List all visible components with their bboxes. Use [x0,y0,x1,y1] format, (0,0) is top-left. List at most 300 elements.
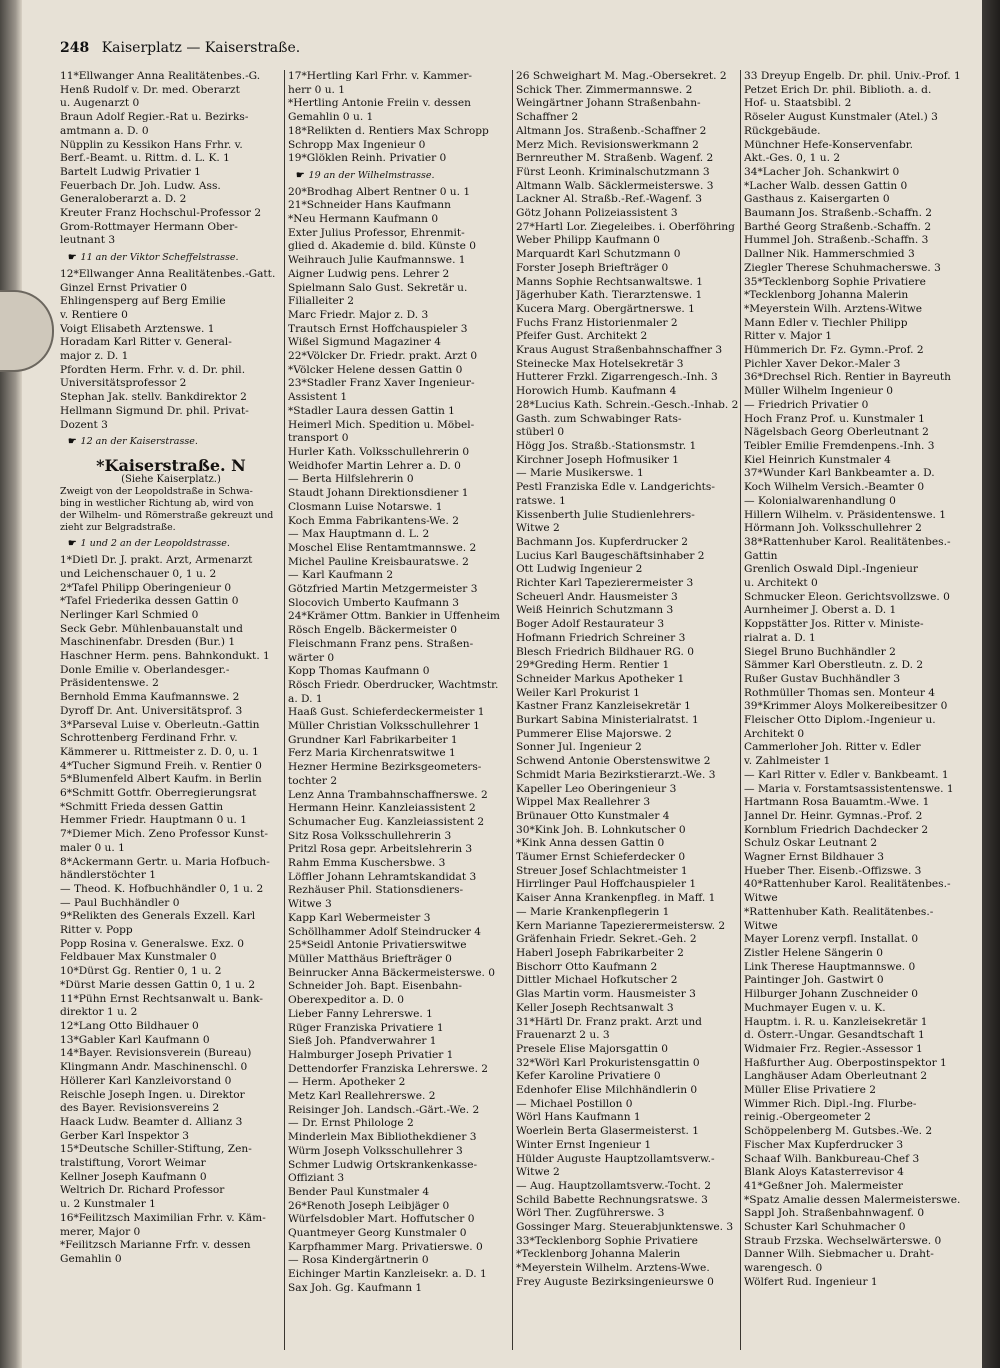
directory-entry: Bernhold Emma Kaufmannswe. 2 [60,691,240,704]
directory-entry: — Friedrich Privatier 0 [744,398,869,411]
directory-entry: Gasth. zum Schwabinger Rats- [516,412,682,425]
directory-entry: — Berta Hilfslehrerin 0 [288,473,414,486]
directory-entry: Barthé Georg Straßenb.-Schaffn. 2 [744,220,932,233]
directory-entry: Brünauer Otto Kunstmaler 4 [516,809,670,822]
directory-entry: Röseler August Kunstmaler (Atel.) 3 [744,111,938,124]
column-4 [744,70,966,1350]
street-description: der Wilhelm- und Römerstraße gekreuzt und [60,510,274,522]
directory-entry: Danner Wilh. Siebmacher u. Draht- [744,1248,934,1261]
directory-entry: Feuerbach Dr. Joh. Ludw. Ass. [60,179,221,192]
directory-entry: Paintinger Joh. Gastwirt 0 [744,974,884,987]
street-description: Zweigt von der Leopoldstraße in Schwa- [60,486,253,498]
directory-entry: Präsidentenswe. 2 [60,677,159,690]
directory-entry: und Leichenschauer 0, 1 u. 2 [60,567,217,580]
directory-entry: Streuer Josef Schlachtmeister 1 [516,864,688,877]
directory-entry: Lieber Fanny Lehrerswe. 1 [288,1007,433,1020]
directory-entry: Ziegler Therese Schuhmacherswe. 3 [744,261,941,274]
directory-entry: Kastner Franz Kanzleisekretär 1 [516,700,691,713]
directory-entry: direktor 1 u. 2 [60,1006,138,1019]
directory-entry: Witwe 3 [288,898,332,911]
directory-entry: Witwe 2 [516,522,560,535]
directory-entry: Weber Philipp Kaufmann 0 [516,234,660,247]
directory-entry: Pummerer Elise Majorswe. 2 [516,727,672,740]
directory-entry: Eichinger Martin Kanzleisekr. a. D. 1 [288,1268,487,1281]
directory-entry: u. Architekt 0 [744,577,818,590]
directory-entry: Manns Sophie Rechtsanwaltswe. 1 [516,275,703,288]
directory-entry: stüberl 0 [516,426,565,439]
directory-entry: *Stadler Laura dessen Gattin 1 [288,404,455,417]
directory-entry: Petzet Erich Dr. phil. Biblioth. a. d. [744,83,932,96]
directory-entry: *Dürst Marie dessen Gattin 0, 1 u. 2 [60,978,256,991]
directory-entry: Haaß Gust. Schieferdeckermeister 1 [288,706,485,719]
directory-entry: merer, Major 0 [60,1225,141,1238]
directory-entry: 35*Tecklenborg Sophie Privatiere [744,275,926,288]
directory-entry: Schick Ther. Zimmermannswe. 2 [516,83,693,96]
directory-entry: 33*Tecklenborg Sophie Privatiere [516,1234,698,1247]
directory-entry: Hutterer Frzkl. Zigarrengesch.-Inh. 3 [516,371,718,384]
directory-entry: Koch Wilhelm Versich.-Beamter 0 [744,481,925,494]
directory-entry: Hezner Hermine Bezirksgeometers- [288,761,482,774]
directory-entry: Kreuter Franz Hochschul-Professor 2 [60,207,262,220]
directory-entry: 20*Brodhag Albert Rentner 0 u. 1 [288,185,471,198]
directory-entry: Siegel Bruno Buchhändler 2 [744,645,896,658]
directory-entry: 1*Dietl Dr. J. prakt. Arzt, Armenarzt [60,554,253,567]
directory-entry: tralstiftung, Vorort Weimar [60,1157,206,1170]
directory-entry: Fuchs Franz Historienmaler 2 [516,316,678,329]
directory-entry: Hemmer Friedr. Hauptmann 0 u. 1 [60,814,247,827]
directory-entry: Sax Joh. Gg. Kaufmann 1 [288,1281,423,1294]
directory-entry: Hofmann Friedrich Schreiner 3 [516,631,686,644]
directory-entry: Löffler Johann Lehramtskandidat 3 [288,870,477,883]
directory-entry: Schumacher Eug. Kanzleiassistent 2 [288,815,485,828]
directory-entry: Höllerer Karl Kanzleivorstand 0 [60,1074,232,1087]
directory-entry: Weingärtner Johann Straßenbahn- [516,97,701,110]
directory-entry: Hartmann Rosa Bauamtm.-Wwe. 1 [744,796,930,809]
directory-entry: Boger Adolf Restaurateur 3 [516,618,665,631]
directory-entry: Gossinger Marg. Steuerabjunktenswe. 3 [516,1221,734,1234]
directory-entry: 15*Deutsche Schiller-Stiftung, Zen- [60,1143,252,1156]
directory-entry: Closmann Luise Notarswe. 1 [288,500,443,513]
directory-entry: *Lacher Walb. dessen Gattin 0 [744,179,908,192]
directory-entry: 19*Glöklen Reinh. Privatier 0 [288,152,447,165]
directory-entry: 9*Relikten des Generals Exzell. Karl [60,910,256,923]
directory-entry: Ehlingensperg auf Berg Emilie [60,295,226,308]
directory-entry: Glas Martin vorm. Hausmeister 3 [516,988,696,1001]
directory-entry: Kefer Karoline Privatiere 0 [516,1070,661,1083]
directory-entry: Pichler Xaver Dekor.-Maler 3 [744,357,901,370]
directory-entry: Berf.-Beamt. u. Rittm. d. L. K. 1 [60,152,230,165]
directory-entry: 36*Drechsel Rich. Rentier in Bayreuth [744,371,951,384]
directory-entry: Sappl Joh. Straßenbahnwagenf. 0 [744,1207,925,1220]
directory-entry: Kern Marianne Tapezierermeistersw. 2 [516,919,726,932]
directory-entry: v. Rentiere 0 [60,308,128,321]
directory-entry: 40*Rattenhuber Karol. Realitätenbes.- [744,878,951,891]
directory-entry: Hummel Joh. Straßenb.-Schaffn. 3 [744,234,929,247]
directory-entry: *Kink Anna dessen Gattin 0 [516,837,665,850]
directory-entry: Horadam Karl Ritter v. General- [60,336,232,349]
directory-entry: 29*Greding Herm. Rentier 1 [516,659,670,672]
directory-entry: Götzfried Martin Metzgermeister 3 [288,583,478,596]
columns [52,70,964,1350]
directory-entry: 26*Renoth Joseph Leibjäger 0 [288,1199,450,1212]
directory-entry: amtmann a. D. 0 [60,124,149,137]
directory-entry: Schöllhammer Adolf Steindrucker 4 [288,925,482,938]
running-title: Kaiserplatz — Kaiserstraße. [101,40,301,56]
directory-entry: Donle Emilie v. Oberlandesger.- [60,663,230,676]
directory-entry: — Paul Buchhändler 0 [60,896,180,909]
directory-entry: *Neu Hermann Kaufmann 0 [288,213,439,226]
directory-entry: — Marie Krankenpflegerin 1 [516,905,670,918]
street-description: zieht zur Belgradstraße. [60,522,176,534]
street-description: bing in westlicher Richtung ab, wird von [60,498,254,510]
directory-entry: Lenz Anna Trambahnschaffnerswe. 2 [288,788,488,801]
directory-entry: Wißel Sigmund Magaziner 4 [288,336,441,349]
directory-entry: Dittler Michael Hofkutscher 2 [516,974,678,987]
directory-entry: Fleischmann Franz pens. Straßen- [288,637,474,650]
directory-entry: Edenhofer Elise Milchhändlerin 0 [516,1084,698,1097]
pointing-hand-icon: ☛ [68,538,77,550]
directory-entry: Langhäuser Adam Oberleutnant 2 [744,1070,928,1083]
directory-entry: Stephan Jak. stellv. Bankdirektor 2 [60,391,247,404]
directory-entry: Gemahlin 0 u. 1 [288,111,374,124]
directory-entry: Kiel Heinrich Kunstmaler 4 [744,453,891,466]
directory-entry: Würfelsdobler Mart. Hoffutscher 0 [288,1213,475,1226]
directory-entry: 39*Krimmer Aloys Molkereibesitzer 0 [744,700,948,713]
column-3 [516,70,738,1350]
directory-entry: Henß Rudolf v. Dr. med. Oberarzt [60,83,240,96]
directory-entry: Koppstätter Jos. Ritter v. Ministe- [744,618,924,631]
directory-entry: Jägerhuber Kath. Tierarztenswe. 1 [516,289,703,302]
directory-entry: Woerlein Berta Glasermeisterst. 1 [516,1125,700,1138]
directory-entry: *Meyerstein Wilhelm. Arztens-Wwe. [516,1262,710,1275]
directory-entry: Exter Julius Professor, Ehrenmit- [288,226,465,239]
directory-entry: *Rattenhuber Kath. Realitätenbes.- [744,905,934,918]
directory-entry: Schneider Markus Apotheker 1 [516,672,685,685]
directory-entry: a. D. 1 [288,692,323,705]
pointing-hand-icon: ☛ [296,169,305,181]
directory-entry: Koch Emma Fabrikantens-We. 2 [288,514,459,527]
directory-entry: Weltrich Dr. Richard Professor [60,1184,225,1197]
directory-entry: Weiler Karl Prokurist 1 [516,686,640,699]
directory-entry: Wippel Max Reallehrer 3 [516,796,651,809]
directory-entry: Hof- u. Staatsbibl. 2 [744,97,852,110]
directory-entry: 12*Lang Otto Bildhauer 0 [60,1020,199,1032]
directory-entry: Architekt 0 [744,727,805,740]
directory-entry: Jannel Dr. Heinr. Gymnas.-Prof. 2 [744,809,923,822]
directory-entry: Frey Auguste Bezirksingenieurswe 0 [516,1275,714,1288]
street-subtitle: (Siehe Kaiserplatz.) [121,473,221,485]
directory-entry: Hurler Kath. Volksschullehrerin 0 [288,445,470,458]
directory-entry: Witwe 2 [516,1166,560,1179]
directory-entry: Bartelt Ludwig Privatier 1 [60,165,201,178]
directory-entry: Horowich Humb. Kaufmann 4 [516,385,677,398]
directory-entry: transport 0 [288,432,349,445]
directory-entry: Oberexpeditor a. D. 0 [288,994,404,1007]
directory-entry: Spielmann Salo Gust. Sekretär u. [288,281,468,294]
directory-entry: Kellner Joseph Kaufmann 0 [60,1170,207,1183]
directory-entry: Aurnheimer J. Oberst a. D. 1 [744,604,897,617]
directory-entry: Universitätsprofessor 2 [60,377,187,390]
directory-entry: Weidhofer Martin Lehrer a. D. 0 [288,459,461,472]
directory-entry: Müller Wilhelm Ingenieur 0 [744,385,894,398]
directory-entry: Zistler Helene Sängerin 0 [744,947,883,959]
directory-entry: major z. D. 1 [60,350,129,363]
directory-entry: Aigner Ludwig pens. Lehrer 2 [288,267,450,280]
directory-entry: *Feilitzsch Marianne Frfr. v. dessen [60,1239,251,1252]
column-rule [512,70,513,1350]
directory-entry: Hellmann Sigmund Dr. phil. Privat- [60,404,249,417]
page-number: 248 [60,40,90,56]
directory-entry: Kopp Thomas Kaufmann 0 [288,665,430,678]
directory-entry: Müller Christian Volksschullehrer 1 [288,720,480,733]
directory-entry: Haberl Joseph Fabrikarbeiter 2 [516,947,684,959]
book-binding [0,0,22,1368]
directory-entry: Wagner Ernst Bildhauer 3 [744,851,885,864]
directory-entry: Weiß Heinrich Schutzmann 3 [516,604,674,617]
directory-entry: glied d. Akademie d. bild. Künste 0 [288,240,476,253]
directory-entry: Bachmann Jos. Kupferdrucker 2 [516,535,689,548]
directory-entry: Dettendorfer Franziska Lehrerswe. 2 [288,1062,489,1075]
directory-entry: Michel Pauline Kreisbauratswe. 2 [288,555,469,568]
house-note-text: 12 an der Kaiserstrasse. [80,436,198,448]
directory-entry: Mann Edler v. Tiechler Philipp [744,316,908,329]
directory-entry: Hirrlinger Paul Hoffchauspieler 1 [516,878,697,891]
directory-entry: Offiziant 3 [288,1172,345,1185]
house-note [60,251,282,265]
directory-entry: wärter 0 [288,651,335,664]
directory-entry: *Tafel Friederika dessen Gattin 0 [60,595,239,608]
directory-entry: Hueber Ther. Eisenb.-Offizswe. 3 [744,864,922,877]
directory-entry: Rußer Gustav Buchhändler 3 [744,672,901,685]
directory-entry: herr 0 u. 1 [288,83,345,96]
directory-entry: Frauenarzt 2 u. 3 [516,1029,610,1042]
directory-entry: Metz Karl Reallehrerswe. 2 [288,1090,436,1103]
directory-entry: Haßfurther Aug. Oberpostinspektor 1 [744,1056,947,1069]
column-1 [60,70,282,1350]
directory-entry: *Tecklenborg Johanna Malerin [744,289,909,302]
directory-entry: Teibler Emilie Fremdenpens.-Inh. 3 [744,439,935,452]
directory-entry: Ginzel Ernst Privatier 0 [60,281,187,294]
directory-entry: — Karl Ritter v. Edler v. Bankbeamt. 1 [744,768,949,781]
directory-entry: 14*Bayer. Revisionsverein (Bureau) [60,1047,252,1060]
directory-entry: Müller Elise Privatiere 2 [744,1084,876,1097]
directory-entry: Minderlein Max Bibliothekdiener 3 [288,1131,477,1144]
pointing-hand-icon: ☛ [68,252,77,264]
directory-entry: Ritter v. Popp [60,924,133,937]
directory-entry: Gasthaus z. Kaisergarten 0 [744,193,890,206]
directory-entry: händlerstöchter 1 [60,869,156,882]
directory-entry: 26 Schweighart M. Mag.-Obersekret. 2 [516,70,727,82]
directory-entry: Kapeller Leo Oberingenieur 3 [516,782,677,795]
directory-entry: Straub Frzska. Wechselwärterswe. 0 [744,1234,942,1247]
directory-entry: Reischle Joseph Ingen. u. Direktor [60,1088,245,1101]
directory-entry: 31*Härtl Dr. Franz prakt. Arzt und [516,1015,702,1028]
directory-entry: Scheuerl Andr. Hausmeister 3 [516,590,678,603]
directory-entry: Rösch Engelb. Bäckermeister 0 [288,624,458,637]
directory-entry: Lackner Al. Straßb.-Ref.-Wagenf. 3 [516,193,703,206]
directory-entry: *Spatz Amalie dessen Malermeisterswe. [744,1193,961,1206]
house-note [60,435,282,449]
directory-entry: 5*Blumenfeld Albert Kaufm. in Berlin [60,773,262,786]
directory-entry: Pfeifer Gust. Architekt 2 [516,330,648,343]
directory-entry: 23*Stadler Franz Xaver Ingenieur- [288,377,475,390]
street-title: *Kaiserstraße. N [96,455,246,475]
directory-entry: 13*Gabler Karl Kaufmann 0 [60,1033,210,1046]
directory-entry: Blank Aloys Katasterrevisor 4 [744,1166,904,1179]
directory-entry: Hörmann Joh. Volksschullehrer 2 [744,522,922,535]
directory-entry: Akt.-Ges. 0, 1 u. 2 [744,152,841,165]
directory-entry: Hümmerich Dr. Fz. Gymn.-Prof. 2 [744,344,924,357]
directory-entry: Altmann Walb. Säcklermeisterswe. 3 [516,179,714,192]
directory-entry: Schöppelenberg M. Gutsbes.-We. 2 [744,1125,933,1138]
directory-entry: leutnant 3 [60,234,116,247]
directory-entry: Kucera Marg. Obergärtnerswe. 1 [516,302,695,315]
directory-entry: 2*Tafel Philipp Oberingenieur 0 [60,581,232,594]
directory-entry: Lucius Karl Baugeschäftsinhaber 2 [516,549,705,562]
directory-entry: Schropp Max Ingenieur 0 [288,138,426,151]
directory-entry: 28*Lucius Kath. Schrein.-Gesch.-Inhab. 2 [516,398,738,411]
directory-entry: Richter Karl Tapezierermeister 3 [516,577,694,590]
directory-entry: Quantmeyer Georg Kunstmaler 0 [288,1227,467,1240]
house-note [60,537,282,551]
directory-entry: tochter 2 [288,774,338,787]
directory-entry: des Bayer. Revisionsvereins 2 [60,1102,220,1115]
directory-entry: 21*Schneider Hans Kaufmann [288,199,451,212]
directory-entry: — Michael Postillon 0 [516,1097,633,1110]
directory-entry: Grom-Rottmayer Hermann Ober- [60,220,238,233]
directory-entry: Forster Joseph Briefträger 0 [516,261,669,274]
directory-entry: Nägelsbach Georg Oberleutnant 2 [744,426,929,439]
directory-entry: Fürst Leonh. Kriminalschutzmann 3 [516,165,710,178]
directory-entry: 16*Feilitzsch Maximilian Frhr. v. Käm- [60,1211,266,1224]
directory-entry: — Theod. K. Hofbuchhändler 0, 1 u. 2 [60,882,264,895]
column-rule [740,70,741,1350]
directory-entry: Widmaier Frz. Regier.-Assessor 1 [744,1042,923,1055]
directory-entry: *Meyerstein Wilh. Arztens-Witwe [744,302,923,315]
directory-entry: Hilburger Johann Zuschneider 0 [744,988,919,1001]
directory-entry: Maschinenfabr. Dresden (Bur.) 1 [60,636,236,649]
directory-entry: — Marie Musikerswe. 1 [516,467,644,480]
next-page-edge [982,0,1000,1368]
directory-entry: — Max Hauptmann d. L. 2 [288,528,430,541]
running-head [60,40,760,56]
directory-entry: rialrat a. D. 1 [744,631,816,644]
directory-entry: Seck Gebr. Mühlenbauanstalt und [60,622,243,635]
directory-entry: Sämmer Karl Oberstleutn. z. D. 2 [744,659,924,672]
directory-entry: 25*Seidl Antonie Privatierswitwe [288,939,467,952]
directory-entry: Dallner Nik. Hammerschmied 3 [744,248,915,261]
directory-entry: Witwe [744,892,778,905]
directory-entry: Wölfert Rud. Ingenieur 1 [744,1275,878,1288]
directory-entry: Schrottenberg Ferdinand Frhr. v. [60,732,238,745]
directory-entry: Ott Ludwig Ingenieur 2 [516,563,643,576]
directory-entry: Weihrauch Julie Kaufmannswe. 1 [288,254,466,267]
directory-entry: 38*Rattenhuber Karol. Realitätenbes.- [744,535,951,548]
directory-entry: Pritzl Rosa gepr. Arbeitslehrerin 3 [288,843,473,856]
directory-entry: Gerber Karl Inspektor 3 [60,1129,190,1142]
directory-entry: Baumann Jos. Straßenb.-Schaffn. 2 [744,207,933,220]
directory-entry: Filialleiter 2 [288,295,354,308]
directory-entry: Ritter v. Major 1 [744,330,833,343]
directory-entry: Winter Ernst Ingenieur 1 [516,1138,652,1151]
house-note [288,169,510,183]
directory-entry: 11*Ellwanger Anna Realitätenbes.-G. [60,70,261,82]
directory-entry: Gräfenhain Friedr. Sekret.-Geh. 2 [516,933,697,946]
directory-entry: 33 Dreyup Engelb. Dr. phil. Univ.-Prof. 1 [744,70,961,82]
directory-entry: Rückgebäude. [744,124,821,137]
directory-entry: — Rosa Kindergärtnerin 0 [288,1254,429,1267]
directory-entry: Hauptm. i. R. u. Kanzleisekretär 1 [744,1015,928,1028]
directory-entry: Kämmerer u. Rittmeister z. D. 0, u. 1 [60,745,259,758]
directory-entry: Müller Matthäus Briefträger 0 [288,953,452,965]
directory-entry: Muchmayer Eugen v. u. K. [744,1001,886,1014]
directory-entry: Schaaf Wilh. Bankbureau-Chef 3 [744,1152,920,1165]
directory-entry: Hillern Wilhelm. v. Präsidentenswe. 1 [744,508,946,521]
directory-entry: Altmann Jos. Straßenb.-Schaffner 2 [516,124,707,137]
directory-entry: 11*Pühn Ernst Rechtsanwalt u. Bank- [60,992,263,1005]
directory-entry: 27*Hartl Lor. Ziegeleibes. i. Oberföhring [516,220,735,233]
directory-entry: Kissenberth Julie Studienlehrers- [516,508,695,521]
directory-entry: Högg Jos. Straßb.-Stationsmstr. 1 [516,439,697,452]
directory-entry: Täumer Ernst Schieferdecker 0 [516,851,686,864]
directory-entry: Hoch Franz Prof. u. Kunstmaler 1 [744,412,925,425]
directory-entry: — Aug. Hauptzollamtsverw.-Tocht. 2 [516,1179,711,1192]
index-tab [0,290,54,372]
directory-entry: Rüger Franziska Privatiere 1 [288,1021,444,1034]
directory-entry: Rothmüller Thomas sen. Monteur 4 [744,686,936,699]
directory-entry: v. Zahlmeister 1 [744,755,831,768]
directory-entry: Schulz Oskar Leutnant 2 [744,837,878,850]
directory-entry: 34*Lacher Joh. Schankwirt 0 [744,165,900,178]
directory-entry: Schneider Joh. Bapt. Eisenbahn- [288,980,463,993]
directory-entry: Schaffner 2 [516,111,579,124]
directory-entry: reinig.-Obergeometer 2 [744,1111,871,1124]
directory-entry: Blesch Friedrich Bildhauer RG. 0 [516,645,694,658]
directory-entry: Würm Joseph Volksschullehrer 3 [288,1144,463,1157]
directory-entry: Kapp Karl Webermeister 3 [288,911,431,924]
directory-entry: Marc Friedr. Major z. D. 3 [288,308,429,321]
directory-entry: maler 0 u. 1 [60,841,125,854]
directory-entry: warengesch. 0 [744,1262,823,1275]
directory-entry: — Dr. Ernst Philologe 2 [288,1117,414,1130]
directory-entry: 3*Parseval Luise v. Oberleutn.-Gattin [60,718,260,731]
directory-entry: Slocovich Umberto Kaufmann 3 [288,596,460,609]
directory-entry: Popp Rosina v. Generalswe. Exz. 0 [60,937,245,950]
directory-entry: Wimmer Rich. Dipl.-Ing. Flurbe- [744,1097,917,1110]
directory-entry: 32*Wörl Karl Prokuristensgattin 0 [516,1056,700,1069]
directory-entry: Dozent 3 [60,418,108,431]
pointing-hand-icon: ☛ [68,436,77,448]
directory-entry: 8*Ackermann Gertr. u. Maria Hofbuch- [60,855,270,868]
directory-entry: Feldbauer Max Kunstmaler 0 [60,951,217,964]
directory-entry: Klingmann Andr. Maschinenschl. 0 [60,1061,248,1074]
directory-entry: u. Augenarzt 0 [60,97,140,110]
directory-entry: Reisinger Joh. Landsch.-Gärt.-We. 2 [288,1103,480,1116]
directory-entry: Ferz Maria Kirchenratswitwe 1 [288,747,456,760]
directory-entry: Kraus August Straßenbahnschaffner 3 [516,344,723,357]
directory-entry: Schwend Antonie Oberstenswitwe 2 [516,755,711,768]
column-rule [284,70,285,1350]
directory-entry: — Kolonialwarenhandlung 0 [744,494,896,507]
directory-entry: u. 2 Kunstmaler 1 [60,1198,156,1211]
directory-entry: Witwe [744,919,778,932]
directory-entry: Haschner Herm. pens. Bahnkondukt. 1 [60,650,270,663]
directory-entry: 12*Ellwanger Anna Realitätenbes.-Gatt. [60,267,276,280]
directory-entry: Bernreuther M. Straßenb. Wagenf. 2 [516,152,714,165]
directory-entry: Schmucker Eleon. Gerichtsvollzswe. 0 [744,590,950,603]
directory-entry: Rezhäuser Phil. Stationsdieners- [288,884,464,897]
directory-entry: Halmburger Joseph Privatier 1 [288,1048,454,1061]
